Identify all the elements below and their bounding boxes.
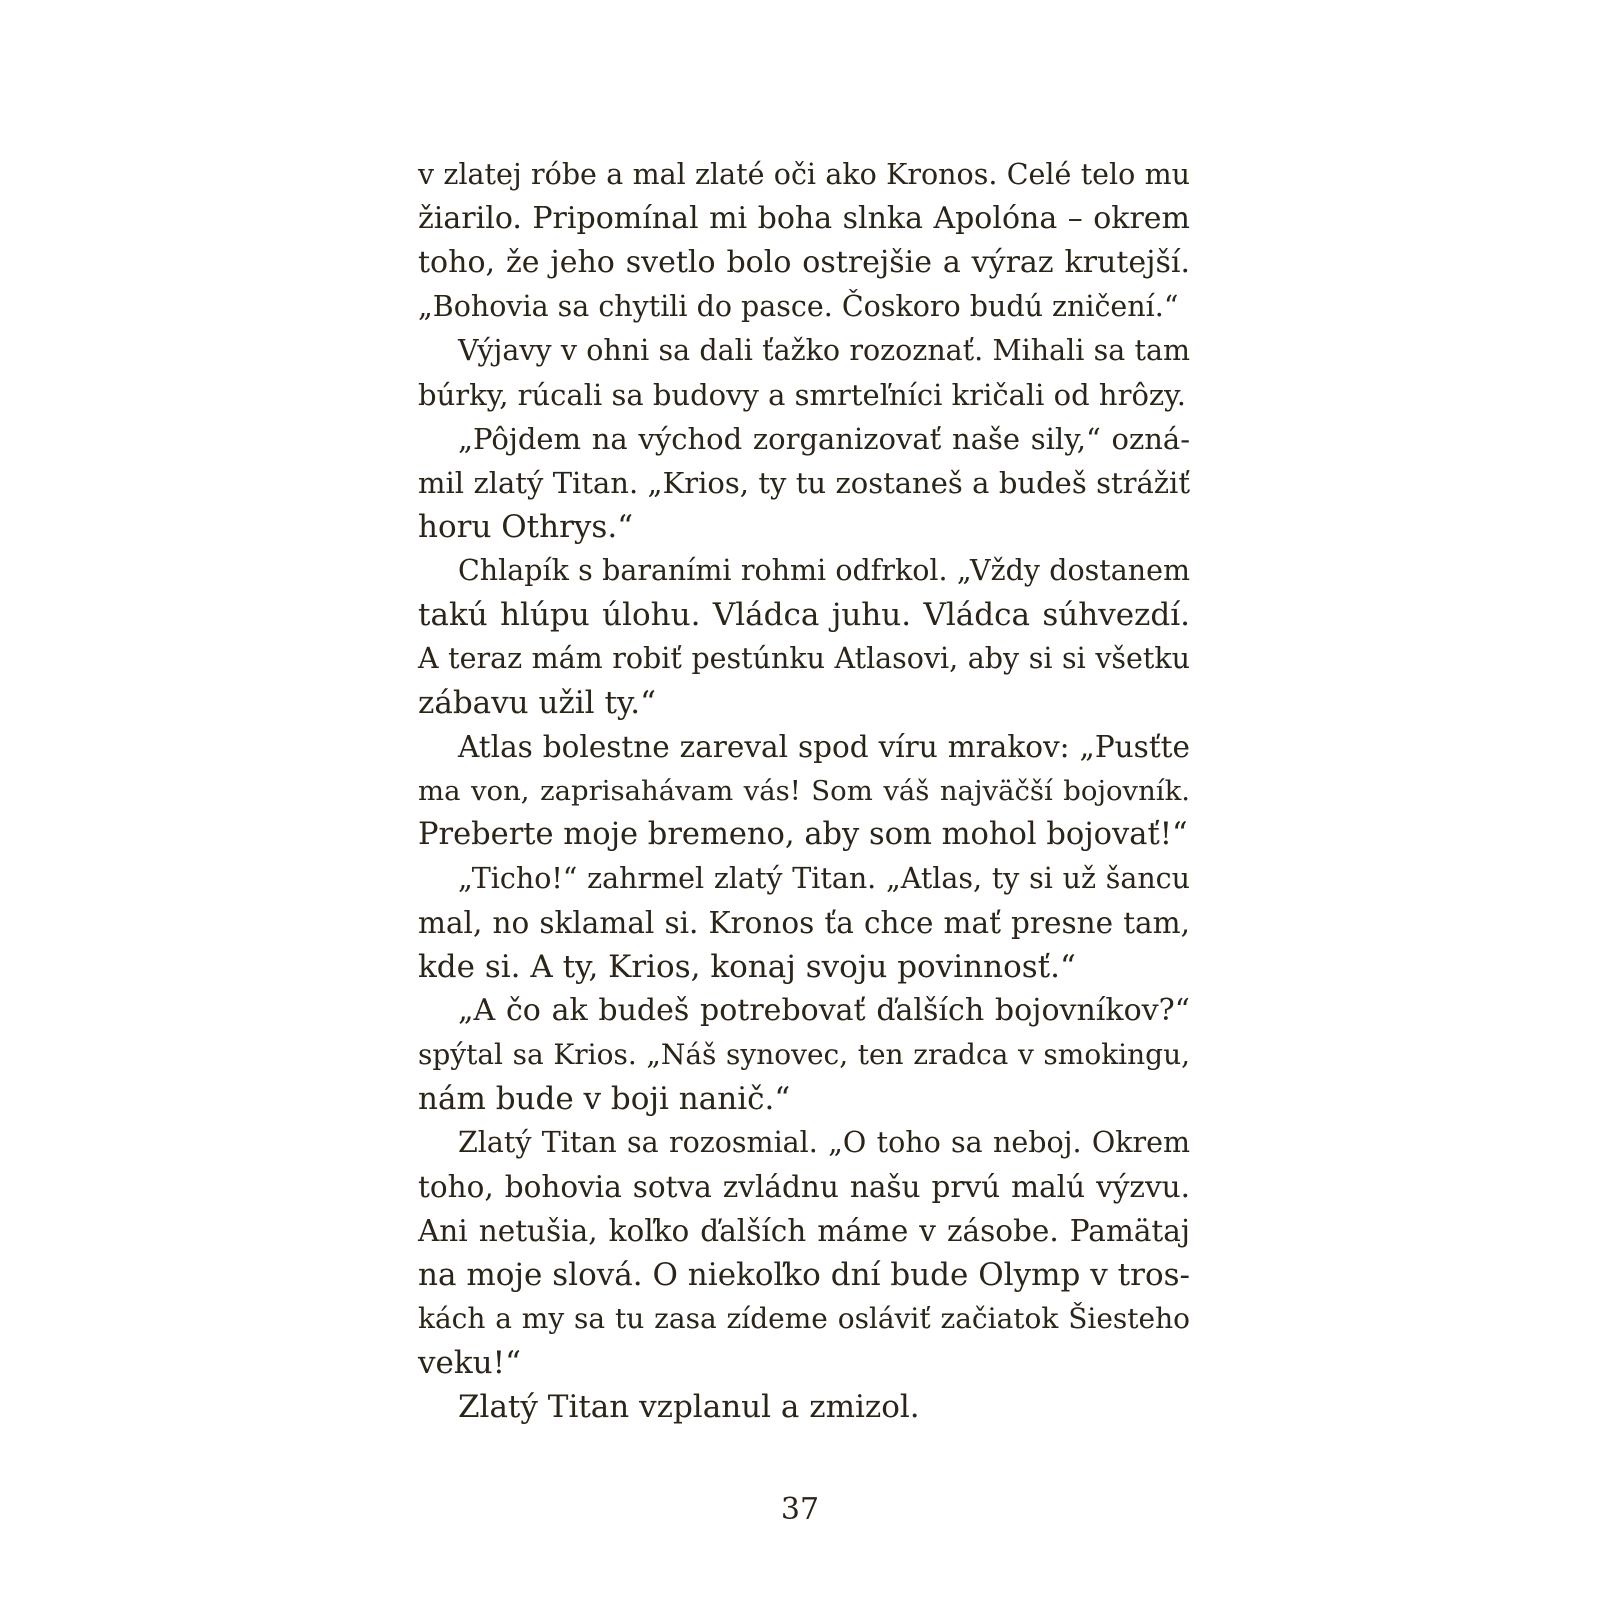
- text-line: takú hlúpu úlohu. Vládca juhu. Vládca súhvezdí.: [418, 597, 1190, 633]
- text-line: nám bude v boji nanič.“: [418, 1081, 791, 1117]
- text-line: A teraz mám robiť pestúnku Atlasovi, aby si si všetku: [418, 642, 1190, 675]
- text-line: zábavu užil ty.“: [418, 685, 657, 721]
- text-line: Ani netušia, koľko ďalších máme v zásobe. Pamätaj: [418, 1214, 1190, 1248]
- text-line: Preberte moje bremeno, aby som mohol bojovať!“: [418, 817, 1188, 852]
- text-line: kách a my sa tu zasa zídeme osláviť začiatok Šiesteho: [418, 1302, 1190, 1335]
- page-number: 37: [780, 1492, 820, 1527]
- text-line: mil zlatý Titan. „Krios, ty tu zostaneš a budeš strážiť: [418, 466, 1190, 500]
- text-line: v zlatej róbe a mal zlaté oči ako Kronos. Celé telo mu: [418, 158, 1190, 191]
- text-line: veku!“: [418, 1345, 521, 1381]
- text-line: Chlapík s baraními rohmi odfrkol. „Vždy dostanem: [458, 554, 1190, 587]
- text-line: mal, no sklamal si. Kronos ťa chce mať presne tam,: [418, 906, 1190, 940]
- text-line: ma von, zaprisahávam vás! Som váš najväčší bojovník.: [418, 775, 1190, 807]
- body-text: [418, 153, 1190, 1429]
- text-line: toho, že jeho svetlo bolo ostrejšie a výraz krutejší.: [418, 245, 1190, 280]
- text-line: „Bohovia sa chytili do pasce. Čoskoro budú zničení.“: [418, 290, 1179, 323]
- text-line: žiarilo. Pripomínal mi boha slnka Apolóna – okrem: [418, 201, 1190, 236]
- text-line: spýtal sa Krios. „Náš synovec, ten zradca v smokingu,: [418, 1038, 1190, 1071]
- text-line: „A čo ak budeš potrebovať ďalších bojovníkov?“: [458, 993, 1190, 1028]
- text-line: kde si. A ty, Krios, konaj svoju povinnosť.“: [418, 949, 1076, 985]
- text-line: „Pôjdem na východ zorganizovať naše sily,“ ozná-: [458, 422, 1190, 456]
- text-line: Atlas bolestne zareval spod víru mrakov: „Pusťte: [458, 730, 1190, 764]
- text-line: horu Othrys.“: [418, 509, 634, 545]
- text-line: Výjavy v ohni sa dali ťažko rozoznať. Mihali sa tam: [458, 334, 1190, 367]
- text-line: na moje slová. O niekoľko dní bude Olymp v tros-: [418, 1257, 1190, 1293]
- text-line: toho, bohovia sotva zvládnu našu prvú malú výzvu.: [418, 1170, 1190, 1204]
- text-line: Zlatý Titan sa rozosmial. „O toho sa neboj. Okrem: [458, 1126, 1190, 1159]
- text-line: „Ticho!“ zahrmel zlatý Titan. „Atlas, ty si už šancu: [458, 862, 1190, 895]
- text-line: búrky, rúcali sa budovy a smrteľníci kričali od hrôzy.: [418, 378, 1186, 412]
- text-line: Zlatý Titan vzplanul a zmizol.: [458, 1389, 920, 1425]
